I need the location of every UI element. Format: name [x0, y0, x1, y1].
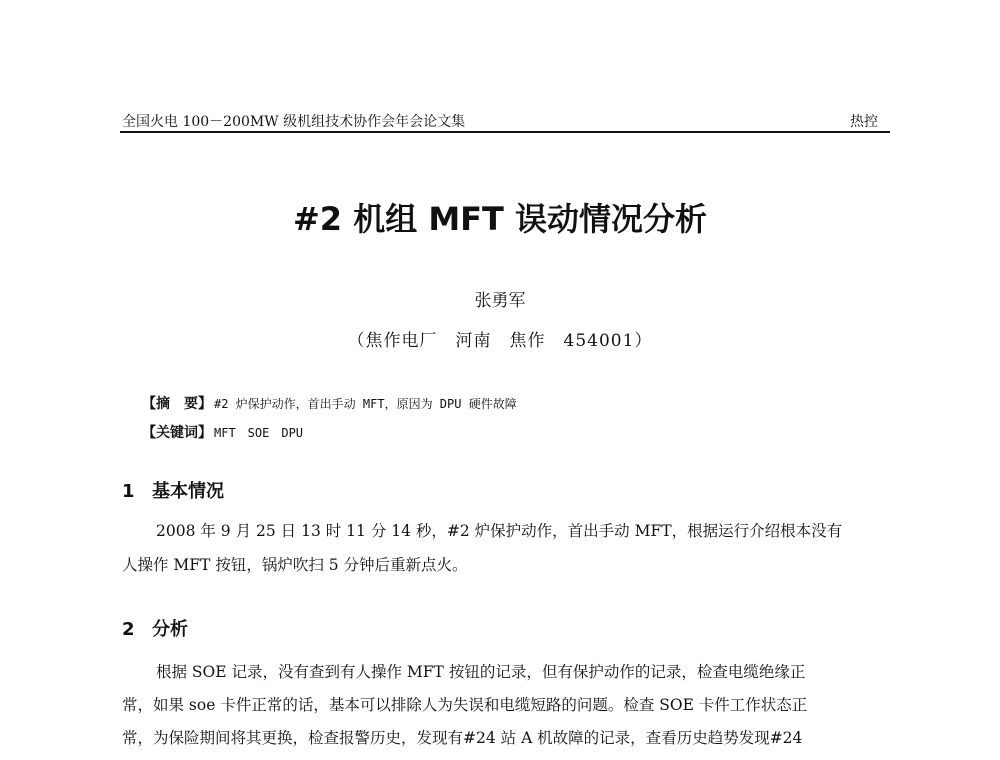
paragraph-line: 常，为保险期间将其更换，检查报警历史，发现有#24 站 A 机故障的记录，查看历史趋势发现#24 — [122, 729, 803, 747]
section-number: 1 — [122, 481, 135, 502]
paragraph-line: 常，如果 soe 卡件正常的话，基本可以排除人为失误和电缆短路的问题。检查 SOE 卡件工作状态正 — [122, 696, 808, 714]
affiliation: （焦作电厂 河南 焦作 454001） — [347, 331, 653, 351]
section-heading — [122, 477, 224, 503]
paragraph-line: 根据 SOE 记录，没有查到有人操作 MFT 按钮的记录，但有保护动作的记录，检查电缆绝缘正 — [156, 663, 806, 681]
keywords-label: 【关键词】 — [142, 425, 212, 441]
section-number: 2 — [122, 619, 135, 640]
abstract — [142, 393, 517, 413]
abstract-label: 【摘 要】 — [142, 396, 212, 412]
section-heading — [122, 615, 188, 641]
paragraph-line: 人操作 MFT 按钮，锅炉吹扫 5 分钟后重新点火。 — [122, 556, 468, 574]
author: 张勇军 — [474, 291, 526, 311]
running-header-left: 全国火电 100－200MW 级机组技术协作会年会论文集 — [122, 114, 466, 130]
running-header-right: 热控 — [850, 114, 878, 130]
paper-title: #2 机组 MFT 误动情况分析 — [292, 200, 708, 238]
keywords — [142, 422, 303, 442]
section-title: 基本情况 — [152, 481, 224, 502]
header-rule — [120, 131, 890, 133]
paragraph-line: 2008 年 9 月 25 日 13 时 11 分 14 秒，#2 炉保护动作，首出手动 MFT，根据运行介绍根本没有 — [156, 522, 843, 540]
section-title: 分析 — [152, 619, 188, 640]
keywords-text: MFT SOE DPU — [214, 426, 304, 440]
abstract-text: #2 炉保护动作，首出手动 MFT，原因为 DPU 硬件故障 — [214, 397, 517, 411]
